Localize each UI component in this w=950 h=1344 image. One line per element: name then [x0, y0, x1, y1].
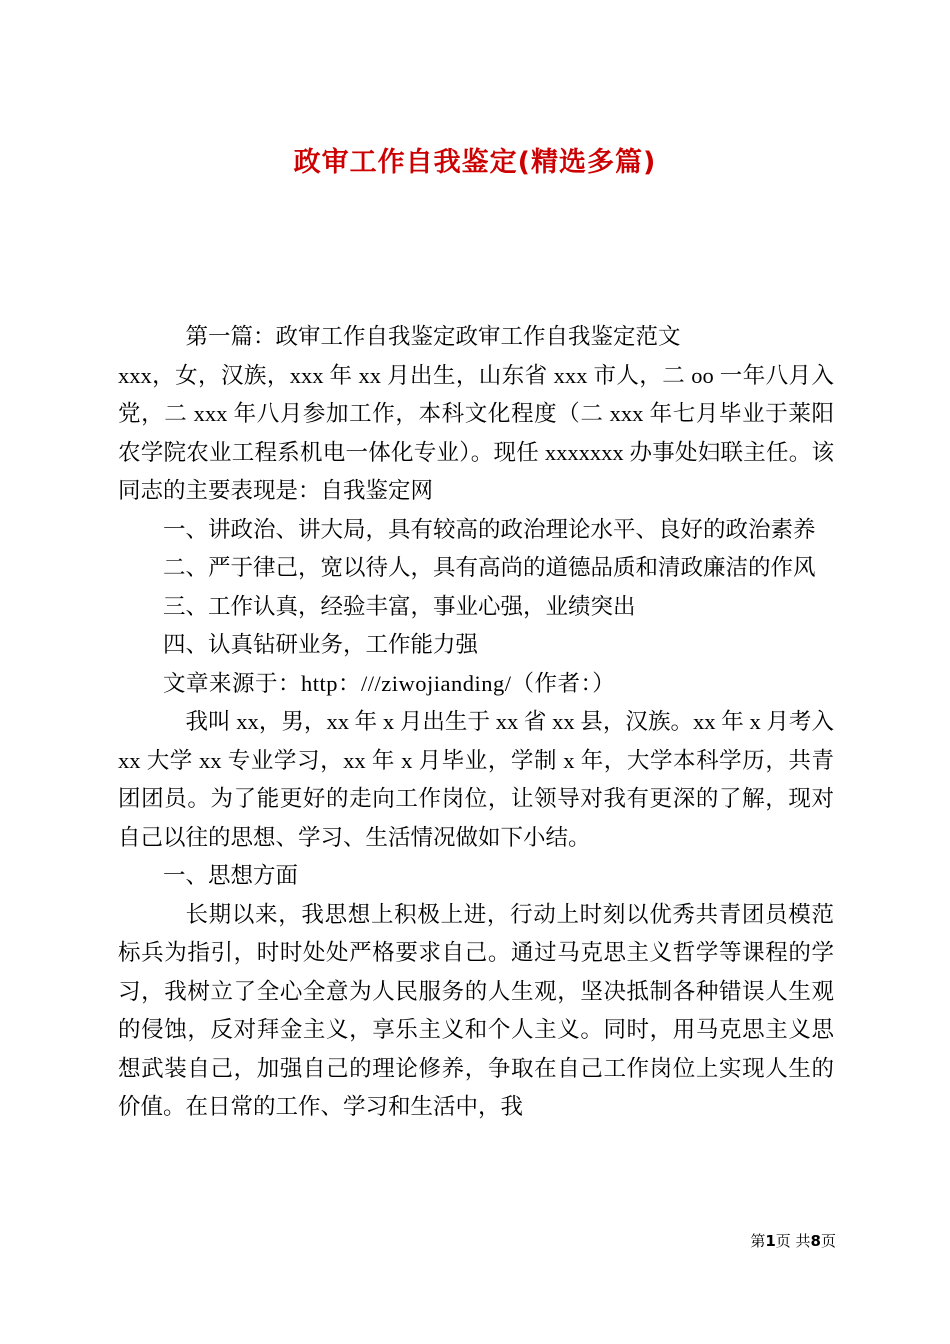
page-title: 政审工作自我鉴定(精选多篇) — [293, 147, 657, 178]
paragraph-2: xxx，女，汉族，xxx 年 xx 月出生，山东省 xxx 市人，二 oo 一年八月入党，二 xxx 年八月参加工作，本科文化程度（二 xxx 年七月毕业于莱阳农学院农业工程系机电一体化专业）。现任 xxxxxxx 办事处妇联主任。该同志的主要表现是：自我鉴定网 — [118, 362, 834, 503]
paragraph-source-link: 文章来源于：http：///ziwojianding/（作者：） — [163, 670, 616, 696]
footer-current-page: 1 — [765, 1232, 776, 1250]
paragraph-section-heading: 一、思想方面 — [163, 863, 299, 888]
paragraph-6: 四、认真钻研业务，工作能力强 — [163, 632, 479, 657]
footer-prefix: 第 — [750, 1232, 766, 1250]
page-footer — [750, 1230, 836, 1251]
paragraph-8: 我叫 xx，男，xx 年 x 月出生于 xx 省 xx 县，汉族。xx 年 x 月考入 xx 大学 xx 专业学习，xx 年 x 月毕业，学制 x 年，大学本科学历，共青团团员。为了能更好的走向工作岗位，让领导对我有更深的了解，现对自己以往的思想、学习、生活情况做如下小结。 — [118, 709, 834, 850]
paragraph-10: 长期以来，我思想上积极上进，行动上时刻以优秀共青团员模范标兵为指引，时时处处严格要求自己。通过马克思主义哲学等课程的学习，我树立了全心全意为人民服务的人生观，坚决抵制各种错误人生观的侵蚀，反对拜金主义，享乐主义和个人主义。同时，用马克思主义思想武装自己，加强自己的理论修养，争取在自己工作岗位上实现人生的价值。在日常的工作、学习和生活中，我 — [118, 901, 834, 1119]
footer-total-pages: 8 — [810, 1232, 821, 1250]
paragraph-1: 第一篇：政审工作自我鉴定政审工作自我鉴定范文 — [185, 324, 681, 349]
paragraph-5: 三、工作认真，经验丰富，事业心强，业绩突出 — [163, 593, 636, 619]
footer-suffix: 页 — [820, 1232, 836, 1250]
footer-middle: 页 共 — [775, 1232, 811, 1250]
paragraph-4: 二、严于律己，宽以待人，具有高尚的道德品质和清政廉洁的作风 — [163, 555, 816, 580]
paragraph-3: 一、讲政治、讲大局，具有较高的政治理论水平、良好的政治素养 — [163, 516, 816, 542]
document-body — [118, 318, 834, 1127]
